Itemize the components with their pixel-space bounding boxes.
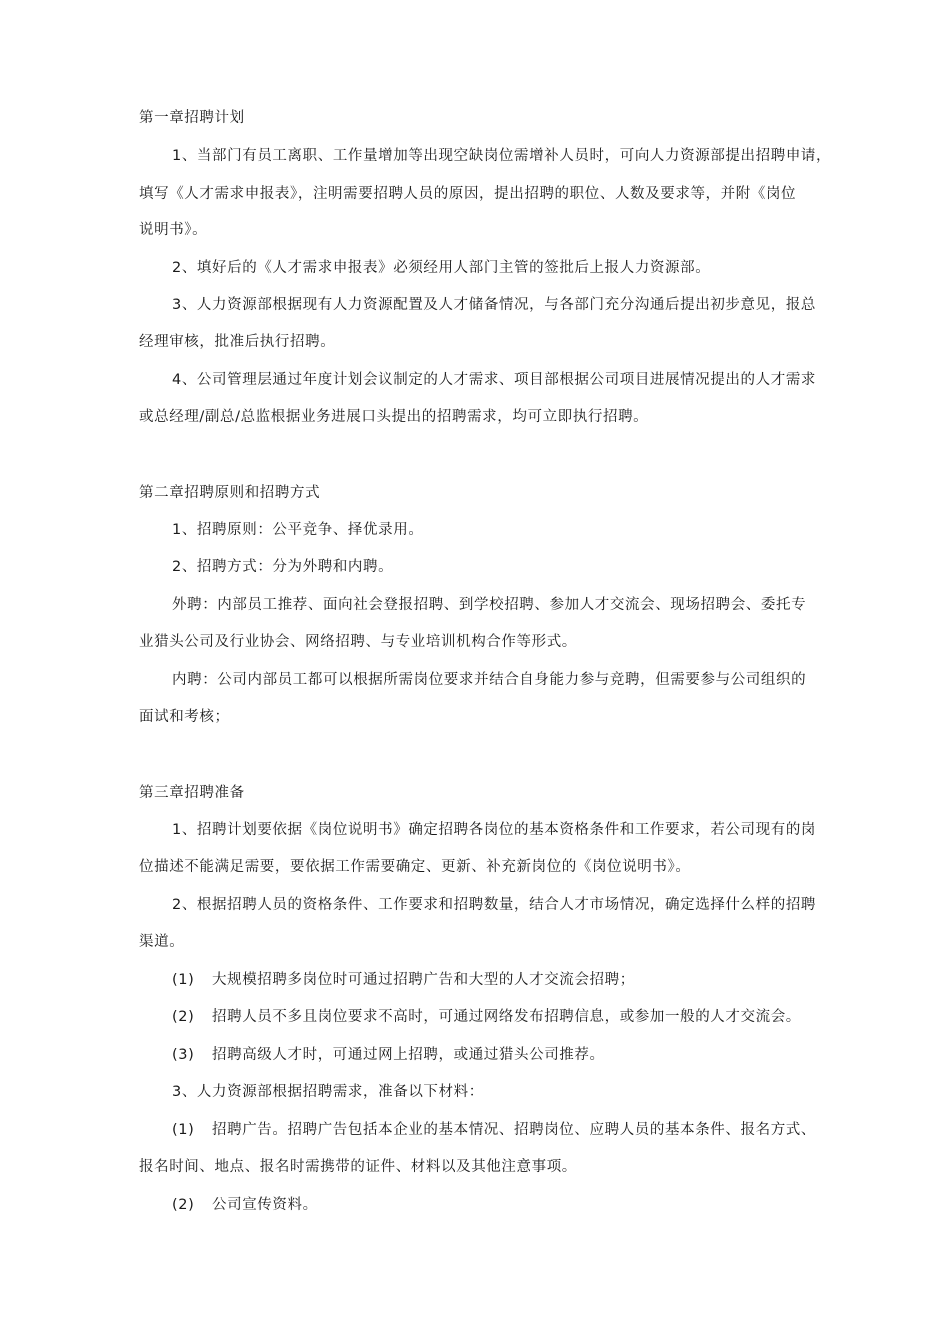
chapter-2-para-4-line-1: 内聘：公司内部员工都可以根据所需岗位要求并结合自身能力参与竞聘，但需要参与公司组织的 bbox=[172, 672, 807, 688]
chapter-3-para-2-line-1: 2、根据招聘人员的资格条件、工作要求和招聘数量，结合人才市场情况，确定选择什么样的招聘 bbox=[172, 897, 817, 913]
chapter-2-title: 第二章招聘原则和招聘方式 bbox=[139, 485, 321, 501]
list-item bbox=[172, 970, 635, 990]
chapter-1-title: 第一章招聘计划 bbox=[139, 110, 245, 126]
list-item-text: 公司宣传资料。 bbox=[212, 1197, 318, 1213]
chapter-3-para-2-line-2: 渠道。 bbox=[139, 934, 185, 950]
list-item bbox=[172, 1195, 318, 1215]
chapter-2-para-3-line-1: 外聘：内部员工推荐、面向社会登报招聘、到学校招聘、参加人才交流会、现场招聘会、委托专 bbox=[172, 597, 807, 613]
chapter-1-para-3-line-2: 经理审核，批准后执行招聘。 bbox=[139, 334, 336, 350]
chapter-2-para-1: 1、招聘原则：公平竞争、择优录用。 bbox=[172, 522, 424, 538]
list-item bbox=[172, 1007, 801, 1027]
list-item-text: 招聘广告。招聘广告包括本企业的基本情况、招聘岗位、应聘人员的基本条件、报名方式、 bbox=[212, 1122, 816, 1138]
list-item-number: (3) bbox=[172, 1047, 195, 1063]
chapter-3-para-3: 3、人力资源部根据招聘需求，准备以下材料： bbox=[172, 1084, 484, 1100]
chapter-3-para-1-line-1: 1、招聘计划要依据《岗位说明书》确定招聘各岗位的基本资格条件和工作要求，若公司现有的岗 bbox=[172, 822, 817, 838]
list-item-text: 大规模招聘多岗位时可通过招聘广告和大型的人才交流会招聘； bbox=[212, 972, 635, 988]
chapter-3-para-1-line-2: 位描述不能满足需要，要依据工作需要确定、更新、补充新岗位的《岗位说明书》。 bbox=[139, 859, 691, 875]
list-item-number: (2) bbox=[172, 1197, 195, 1213]
chapter-1-para-4-line-2: 或总经理/副总/总监根据业务进展口头提出的招聘需求，均可立即执行招聘。 bbox=[139, 409, 649, 425]
chapter-2-para-2: 2、招聘方式：分为外聘和内聘。 bbox=[172, 559, 394, 575]
chapter-2-para-4-line-2: 面试和考核； bbox=[139, 709, 230, 725]
list-item-continuation: 报名时间、地点、报名时需携带的证件、材料以及其他注意事项。 bbox=[139, 1159, 577, 1175]
chapter-2-para-3-line-2: 业猎头公司及行业协会、网络招聘、与专业培训机构合作等形式。 bbox=[139, 634, 577, 650]
list-item-number: (2) bbox=[172, 1009, 195, 1025]
chapter-1-para-3-line-1: 3、人力资源部根据现有人力资源配置及人才储备情况，与各部门充分沟通后提出初步意见，报总 bbox=[172, 297, 817, 313]
list-item bbox=[172, 1045, 605, 1065]
chapter-1-para-2: 2、填好后的《人才需求申报表》必须经用人部门主管的签批后上报人力资源部。 bbox=[172, 260, 711, 276]
list-item-number: (1) bbox=[172, 972, 195, 988]
chapter-1-para-1-line-2: 填写《人才需求申报表》，注明需要招聘人员的原因，提出招聘的职位、人数及要求等，并附《岗位 bbox=[139, 186, 797, 202]
chapter-1-para-4-line-1: 4、公司管理层通过年度计划会议制定的人才需求、项目部根据公司项目进展情况提出的人才需求 bbox=[172, 372, 817, 388]
list-item bbox=[172, 1120, 816, 1140]
chapter-1-para-1-line-1: 1、当部门有员工离职、工作量增加等出现空缺岗位需增补人员时，可向人力资源部提出招聘申请， bbox=[172, 148, 832, 164]
list-item-number: (1) bbox=[172, 1122, 195, 1138]
chapter-3-title: 第三章招聘准备 bbox=[139, 785, 245, 801]
chapter-1-para-1-line-3: 说明书》。 bbox=[139, 222, 208, 238]
list-item-text: 招聘人员不多且岗位要求不高时，可通过网络发布招聘信息，或参加一般的人才交流会。 bbox=[212, 1009, 801, 1025]
list-item-text: 招聘高级人才时，可通过网上招聘，或通过猎头公司推荐。 bbox=[212, 1047, 605, 1063]
